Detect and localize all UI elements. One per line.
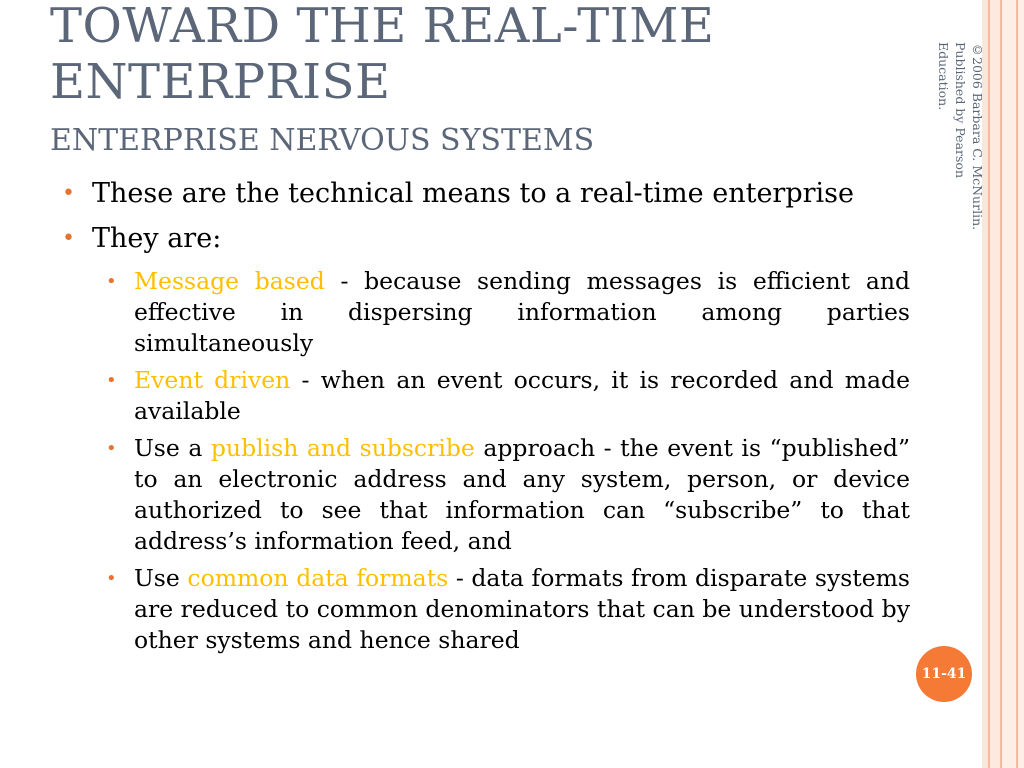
sub-bullet-highlight: common data formats <box>187 564 449 592</box>
sub-bullet-item <box>62 433 910 557</box>
copyright-line: ©2006 Barbara C. McNurlin. <box>970 42 985 231</box>
bullet-list <box>62 176 910 662</box>
bullet-icon: • <box>106 568 117 589</box>
bullet-icon: • <box>62 226 75 251</box>
sub-bullet-prefix: Use a <box>134 434 211 462</box>
sub-bullet-list <box>62 266 910 656</box>
title-line-2: ENTERPRISE <box>50 54 391 110</box>
decorative-stripe <box>1002 0 1016 768</box>
decorative-stripe <box>1018 0 1024 768</box>
sub-bullet-prefix: Use <box>134 564 188 592</box>
sub-bullet-text: - data formats from disparate systems are reduced to common denominators that can be understood by other systems and hence shared <box>134 564 910 654</box>
sub-bullet-item <box>62 365 910 427</box>
page-number-badge: 11-41 <box>916 646 972 702</box>
copyright-line: Education. <box>936 42 951 111</box>
sub-bullet-text: - when an event occurs, it is recorded and made available <box>134 366 910 425</box>
bullet-item <box>62 176 910 212</box>
copyright-notice <box>930 42 986 252</box>
bullet-item <box>62 221 910 257</box>
sub-bullet-group <box>62 266 910 656</box>
bullet-icon: • <box>62 181 75 206</box>
copyright-line: Published by Pearson <box>953 42 968 178</box>
sub-bullet-highlight: publish and subscribe <box>210 434 475 462</box>
slide-title <box>50 0 950 110</box>
sub-bullet-highlight: Message based <box>134 267 325 295</box>
bullet-icon: • <box>106 370 117 391</box>
bullet-text: They are: <box>92 223 222 254</box>
bullet-text: These are the technical means to a real-time enterprise <box>92 178 854 209</box>
decorative-stripe <box>990 0 1000 768</box>
bullet-icon: • <box>106 438 117 459</box>
sub-bullet-text: - because sending messages is efficient and effective in dispersing information among parties simultaneously <box>134 267 911 357</box>
bullet-icon: • <box>106 271 117 292</box>
sub-bullet-highlight: Event driven <box>134 366 291 394</box>
slide-subtitle: ENTERPRISE NERVOUS SYSTEMS <box>50 123 595 158</box>
sub-bullet-item <box>62 563 910 656</box>
title-line-1: TOWARD THE REAL-TIME <box>50 0 715 54</box>
sub-bullet-text: approach - the event is “published” to an electronic address and any system, person, or device authorized to see that information can “subscribe” to that address’s information feed, and <box>134 434 910 555</box>
sub-bullet-item <box>62 266 910 359</box>
